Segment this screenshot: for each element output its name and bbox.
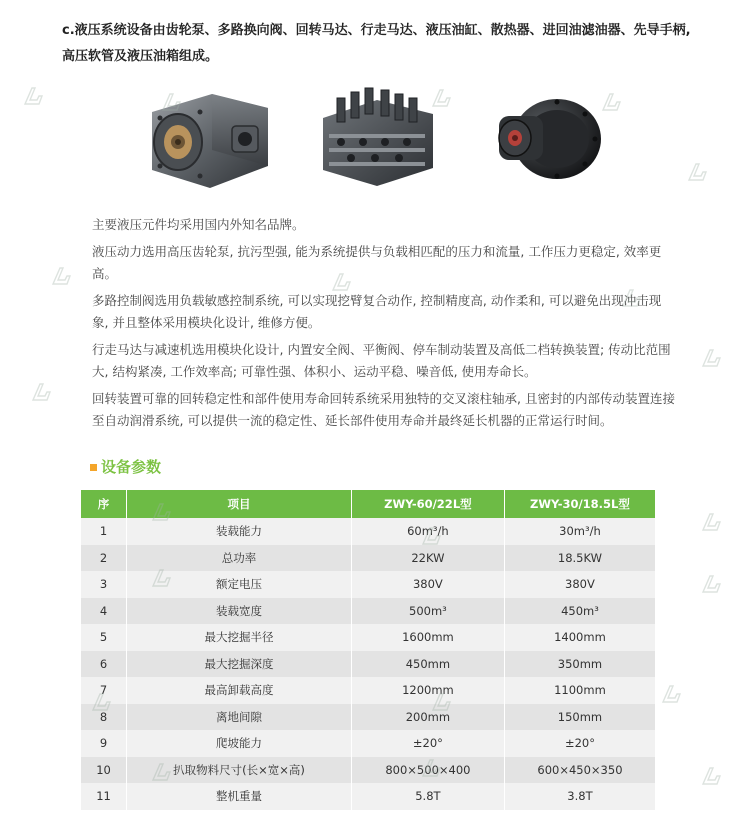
cell-model-60: 500m³: [351, 598, 504, 625]
watermark-logo-icon: [700, 572, 724, 596]
table-row: [81, 730, 655, 757]
cell-model-30: ±20°: [504, 730, 655, 757]
intro-text: c.液压系统设备由齿轮泵、多路换向阀、回转马达、行走马达、液压油缸、散热器、进回油滤油器、先导手柄, 高压软管及液压油箱组成。: [62, 23, 691, 64]
watermark-logo-icon: [150, 566, 174, 590]
watermark-logo-icon: [330, 270, 354, 294]
cell-item: 额定电压: [127, 571, 352, 598]
watermark-logo-icon: [420, 524, 444, 548]
watermark-logo-icon: [700, 510, 724, 534]
paragraph-brands: 主要液压元件均采用国内外知名品牌。: [92, 217, 305, 232]
cell-model-30: 450m³: [504, 598, 655, 625]
cell-index: 10: [81, 757, 127, 784]
paragraph-gear-pump: 液压动力选用高压齿轮泵, 抗污型强, 能为系统提供与负载相匹配的压力和流量, 工作压力更稳定, 效率更高。: [92, 244, 662, 281]
cell-model-60: 60m³/h: [351, 518, 504, 545]
cell-item: 离地间隙: [127, 704, 352, 731]
watermark-logo-icon: [600, 90, 624, 114]
watermark-logo-icon: [420, 756, 444, 780]
cell-item: 爬坡能力: [127, 730, 352, 757]
header-item: 项目: [127, 490, 352, 518]
watermark-logo-icon: [160, 90, 184, 114]
section-title-specs: [90, 456, 161, 477]
watermark-logo-icon: [30, 380, 54, 404]
watermark-logo-icon: [430, 86, 454, 110]
table-row: [81, 783, 655, 810]
watermark-logo-icon: [700, 346, 724, 370]
cell-item: 最高卸载高度: [127, 677, 352, 704]
cell-index: 3: [81, 571, 127, 598]
cell-model-60: 380V: [351, 571, 504, 598]
table-row: [81, 598, 655, 625]
cell-model-60: 1200mm: [351, 677, 504, 704]
cell-model-30: 350mm: [504, 651, 655, 678]
watermark-logo-icon: [430, 690, 454, 714]
title-marker-icon: [90, 464, 97, 471]
cell-item: 装载宽度: [127, 598, 352, 625]
cell-item: 总功率: [127, 545, 352, 572]
cell-index: 6: [81, 651, 127, 678]
cell-item: 装载能力: [127, 518, 352, 545]
cell-item: 扒取物料尺寸(长×宽×高): [127, 757, 352, 784]
table-row: [81, 704, 655, 731]
cell-model-30: 30m³/h: [504, 518, 655, 545]
paragraph-control-valve: 多路控制阀选用负载敏感控制系统, 可以实现挖臂复合动作, 控制精度高, 动作柔和, 可以避免出现冲击现象, 并且整体采用模块化设计, 维修方便。: [92, 293, 662, 330]
cell-index: 4: [81, 598, 127, 625]
cell-model-60: 5.8T: [351, 783, 504, 810]
cell-index: 1: [81, 518, 127, 545]
cell-model-60: 200mm: [351, 704, 504, 731]
travel-motor-image: [485, 84, 605, 194]
cell-index: 5: [81, 624, 127, 651]
cell-model-30: 18.5KW: [504, 545, 655, 572]
watermark-logo-icon: [22, 84, 46, 108]
cell-model-30: 3.8T: [504, 783, 655, 810]
paragraph-travel-motor: 行走马达与减速机选用模块化设计, 内置安全阀、平衡阀、停车制动装置及高低二档转换装置; 传动比范围大, 结构紧凑, 工作效率高; 可靠性强、体积小、运动平稳、噪音低, 使用寿命长。: [92, 342, 671, 379]
paragraph-slewing: 回转装置可靠的回转稳定性和部件使用寿命回转系统采用独特的交叉滚柱轴承, 且密封的内部传动装置连接至自动润滑系统, 可以提供一流的稳定性、延长部件使用寿命并最终延长机器的正常运行时间。: [92, 391, 675, 428]
multi-way-valve-image: [315, 84, 440, 194]
cell-model-60: 22KW: [351, 545, 504, 572]
table-row: [81, 624, 655, 651]
section-title-text: 设备参数: [101, 458, 162, 476]
watermark-logo-icon: [620, 286, 644, 310]
description-paragraphs: [92, 214, 677, 437]
cell-index: 11: [81, 783, 127, 810]
cell-model-60: ±20°: [351, 730, 504, 757]
header-model-60: ZWY-60/22L型: [351, 490, 504, 518]
cell-index: 2: [81, 545, 127, 572]
cell-model-60: 450mm: [351, 651, 504, 678]
cell-model-60: 1600mm: [351, 624, 504, 651]
cell-item: 最大挖掘深度: [127, 651, 352, 678]
watermark-logo-icon: [700, 764, 724, 788]
component-photos: [140, 84, 620, 194]
cell-model-30: 600×450×350: [504, 757, 655, 784]
watermark-logo-icon: [150, 500, 174, 524]
cell-index: 8: [81, 704, 127, 731]
cell-index: 7: [81, 677, 127, 704]
cell-model-30: 380V: [504, 571, 655, 598]
table-row: [81, 651, 655, 678]
watermark-logo-icon: [150, 760, 174, 784]
header-model-30: ZWY-30/18.5L型: [504, 490, 655, 518]
cell-index: 9: [81, 730, 127, 757]
watermark-logo-icon: [90, 690, 114, 714]
cell-item: 最大挖掘半径: [127, 624, 352, 651]
cell-item: 整机重量: [127, 783, 352, 810]
cell-model-30: 150mm: [504, 704, 655, 731]
header-index: 序: [81, 490, 127, 518]
watermark-logo-icon: [686, 160, 710, 184]
cell-model-60: 800×500×400: [351, 757, 504, 784]
cell-model-30: 1400mm: [504, 624, 655, 651]
watermark-logo-icon: [50, 264, 74, 288]
cell-model-30: 1100mm: [504, 677, 655, 704]
watermark-logo-icon: [660, 682, 684, 706]
table-row: [81, 677, 655, 704]
